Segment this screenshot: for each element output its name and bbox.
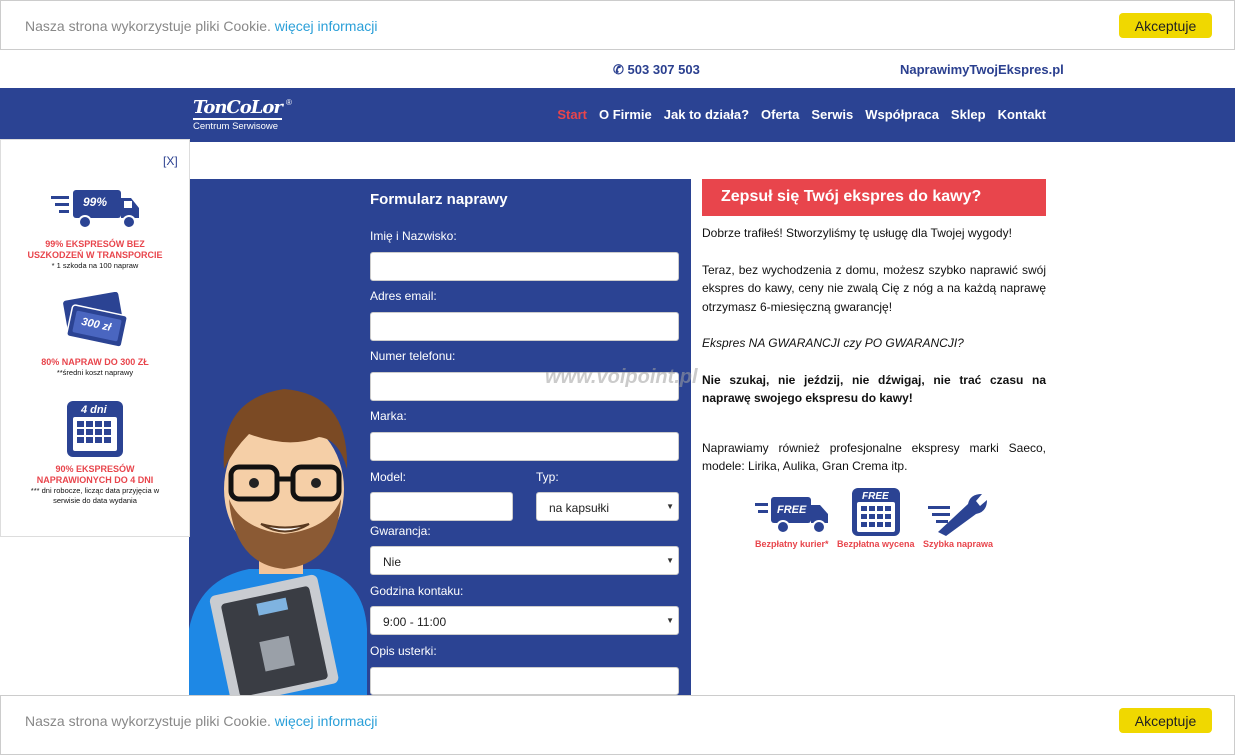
wrench-icon — [928, 492, 990, 536]
dropdown-arrow-icon: ▼ — [666, 616, 674, 625]
dropdown-arrow-icon: ▼ — [666, 556, 674, 565]
logo-subtitle: Centrum Serwisowe — [193, 121, 278, 132]
form-title: Formularz naprawy — [370, 191, 508, 208]
free-courier-icon — [753, 495, 831, 537]
sidebar-close-button[interactable]: [X] — [163, 154, 178, 168]
logo-reg: ® — [286, 98, 292, 107]
type-value: na kapsułki — [549, 501, 610, 515]
logo-brand: TonCoLor — [193, 97, 282, 118]
feature-title: 80% NAPRAW DO 300 ZŁ — [41, 357, 149, 367]
nav-menu — [557, 107, 1046, 122]
feature-title: 99% EKSPRESÓW BEZ USZKODZEŃ W TRANSPORCIE — [27, 239, 163, 260]
info-paragraph-3: Ekspres NA GWARANCJI czy PO GWARANCJI? — [702, 336, 964, 350]
free-estimate-icon — [851, 487, 901, 537]
phone-text: 503 307 503 — [627, 62, 700, 77]
feature-note: *** dni robocze, licząc data przyjęcia w serwisie do data wydania — [30, 486, 160, 505]
cookie-more-info-link[interactable]: więcej informacji — [274, 18, 378, 34]
fast-repair-caption: Szybka naprawa — [923, 539, 994, 549]
cookie-accept-button[interactable]: Akceptuje — [1119, 708, 1212, 733]
email-label: Adres email: — [370, 289, 437, 303]
email-field[interactable] — [370, 312, 679, 341]
logo[interactable] — [193, 98, 293, 134]
main-nav — [0, 88, 1235, 142]
nav-item-wspolpraca[interactable]: Współpraca — [865, 107, 939, 122]
calendar-icon — [65, 399, 125, 459]
site-link[interactable]: NaprawimyTwojEkspres.pl — [900, 62, 1064, 77]
feature-note: **średni koszt naprawy — [56, 368, 134, 377]
money-badge: 300 zł — [80, 315, 113, 334]
courier-caption: Bezpłatny kurier* — [755, 539, 829, 549]
estimate-badge: FREE — [862, 491, 889, 502]
nav-item-jak-to-dziala[interactable]: Jak to działa? — [663, 107, 750, 122]
warranty-value: Nie — [383, 555, 402, 569]
feature-price — [1, 292, 189, 378]
nav-item-serwis[interactable]: Serwis — [811, 107, 854, 122]
feature-time — [1, 399, 189, 506]
hour-label: Godzina kontaku: — [370, 584, 464, 598]
description-label: Opis usterki: — [370, 644, 437, 658]
features-sidebar — [0, 139, 190, 537]
name-field[interactable] — [370, 252, 679, 281]
warranty-select[interactable] — [370, 546, 679, 575]
feature-note: * 1 szkoda na 100 napraw — [51, 261, 139, 270]
cookie-accept-button[interactable]: Akceptuje — [1119, 13, 1212, 38]
phone-number[interactable] — [613, 62, 700, 78]
cookie-bar-bottom — [0, 695, 1235, 755]
watermark: www.voipoint.pl — [545, 366, 698, 388]
courier-badge: FREE — [777, 504, 807, 516]
info-column — [702, 179, 1046, 476]
model-field[interactable] — [370, 492, 513, 521]
dropdown-arrow-icon: ▼ — [666, 502, 674, 511]
hour-value: 9:00 - 11:00 — [383, 615, 447, 629]
brand-field[interactable] — [370, 432, 679, 461]
info-paragraph-4: Nie szukaj, nie jeździj, nie dźwigaj, nie trać czasu na naprawę swojego ekspresu do kawy! — [702, 372, 1046, 405]
calendar-badge: 4 dni — [81, 404, 107, 416]
brand-label: Marka: — [370, 409, 407, 423]
truck-badge: 99% — [83, 195, 108, 209]
info-paragraph-5: Naprawiamy również profesjonalne ekspresy marki Saeco, modele: Lirika, Aulika, Gran Crema itp. — [702, 440, 1046, 473]
hour-select[interactable] — [370, 606, 679, 635]
type-select[interactable] — [536, 492, 679, 521]
nav-item-kontakt[interactable]: Kontakt — [997, 107, 1046, 122]
cookie-message: Nasza strona wykorzystuje pliki Cookie. więcej informacji — [25, 713, 378, 729]
service-icons — [751, 487, 1011, 552]
feature-transport — [1, 186, 189, 271]
cookie-more-info-link[interactable]: więcej informacji — [274, 713, 378, 729]
nav-item-sklep[interactable]: Sklep — [950, 107, 986, 122]
info-banner: Zepsuł się Twój ekspres do kawy? — [702, 179, 1046, 216]
model-label: Model: — [370, 470, 407, 484]
top-contact-bar — [0, 50, 1235, 88]
cookie-bar-top — [0, 0, 1235, 50]
estimate-caption: Bezpłatna wycena — [837, 539, 915, 549]
money-icon — [55, 292, 135, 350]
nav-item-o-firmie[interactable]: O Firmie — [599, 107, 652, 122]
feature-title: 90% EKSPRESÓW NAPRAWIONYCH DO 4 DNI — [36, 464, 154, 485]
name-label: Imię i Nazwisko: — [370, 229, 457, 243]
type-label: Typ: — [536, 470, 559, 484]
phone-icon: ✆ — [613, 62, 624, 77]
technician-illustration — [189, 379, 369, 695]
description-field[interactable] — [370, 667, 679, 695]
repair-form — [189, 179, 691, 695]
warranty-label: Gwarancja: — [370, 524, 431, 538]
nav-item-oferta[interactable]: Oferta — [761, 107, 800, 122]
info-paragraph-1: Dobrze trafiłeś! Stworzyliśmy tę usługę dla Twojej wygody! — [702, 226, 1012, 240]
phone-label: Numer telefonu: — [370, 349, 456, 363]
truck-icon — [47, 186, 143, 234]
cookie-message: Nasza strona wykorzystuje pliki Cookie. więcej informacji — [25, 18, 378, 34]
nav-item-start[interactable]: Start — [557, 107, 588, 122]
info-paragraph-2: Teraz, bez wychodzenia z domu, możesz szybko naprawić swój ekspres do kawy, ceny nie zwalą Cię z nóg a na każdą naprawę otrzymasz 6-miesięczną gwarancję! — [702, 262, 1046, 314]
